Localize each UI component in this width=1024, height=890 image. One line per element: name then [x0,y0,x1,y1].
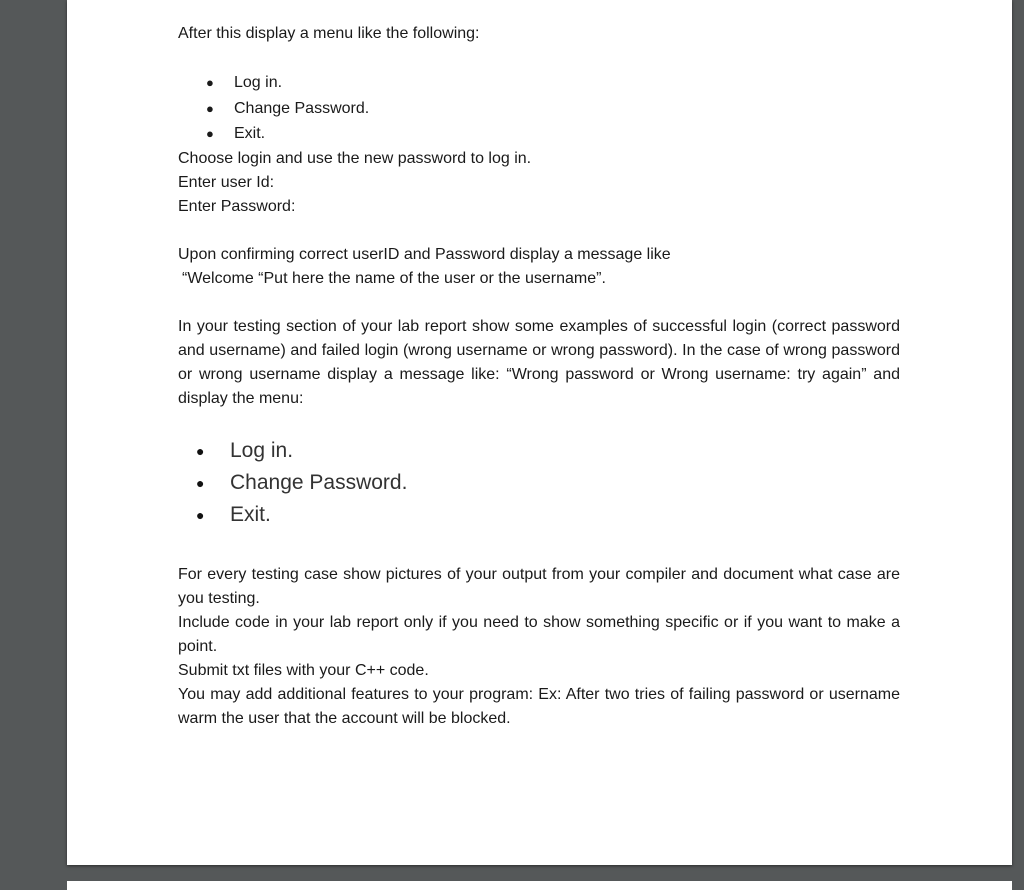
screenshot-instruction: For every testing case show pictures of your output from your compiler and document what case are you testing. [178,565,900,607]
intro-text: After this display a menu like the following: [178,25,480,42]
confirm-text: Upon confirming correct userID and Password display a message like [178,245,671,263]
list-item: ● Exit. [178,499,900,531]
bullet-icon: ● [196,506,205,523]
additional-features-text: You may add additional features to your program: Ex: After two tries of failing password or username warm the user that the account will be blocked. [178,685,900,727]
list-item: ● Exit. [178,121,900,147]
password-prompt: Enter Password: [178,197,296,215]
submit-instruction: Submit txt files with your C++ code. [178,661,429,679]
testing-paragraph: In your testing section of your lab report show some examples of successful login (correct password and username) and failed login (wrong username or wrong password). In the case of wrong password or wrong username display a message like: “Wrong password or Wrong username: try again” and display the menu: [178,317,900,407]
list-item: ● Change Password. [178,467,900,499]
welcome-message-text: “Welcome “Put here the name of the user or the username”. [182,269,606,287]
bullet-icon: ● [196,474,205,491]
menu-list-first [178,70,900,147]
user-id-prompt: Enter user Id: [178,173,275,191]
list-item: ● Log in. [178,70,900,96]
page-content [178,22,900,731]
next-page-edge [67,881,1012,890]
login-instruction: Choose login and use the new password to log in. [178,149,532,167]
bullet-icon: ● [206,75,214,90]
list-item: ● Change Password. [178,96,900,122]
bullet-icon: ● [196,442,205,459]
bullet-icon: ● [206,100,214,116]
list-item: ● Log in. [178,435,900,467]
code-instruction: Include code in your lab report only if you need to show something specific or if you want to make a point. [178,613,900,655]
bullet-icon: ● [206,126,214,141]
document-page [67,0,1012,865]
menu-list-second [178,435,900,531]
